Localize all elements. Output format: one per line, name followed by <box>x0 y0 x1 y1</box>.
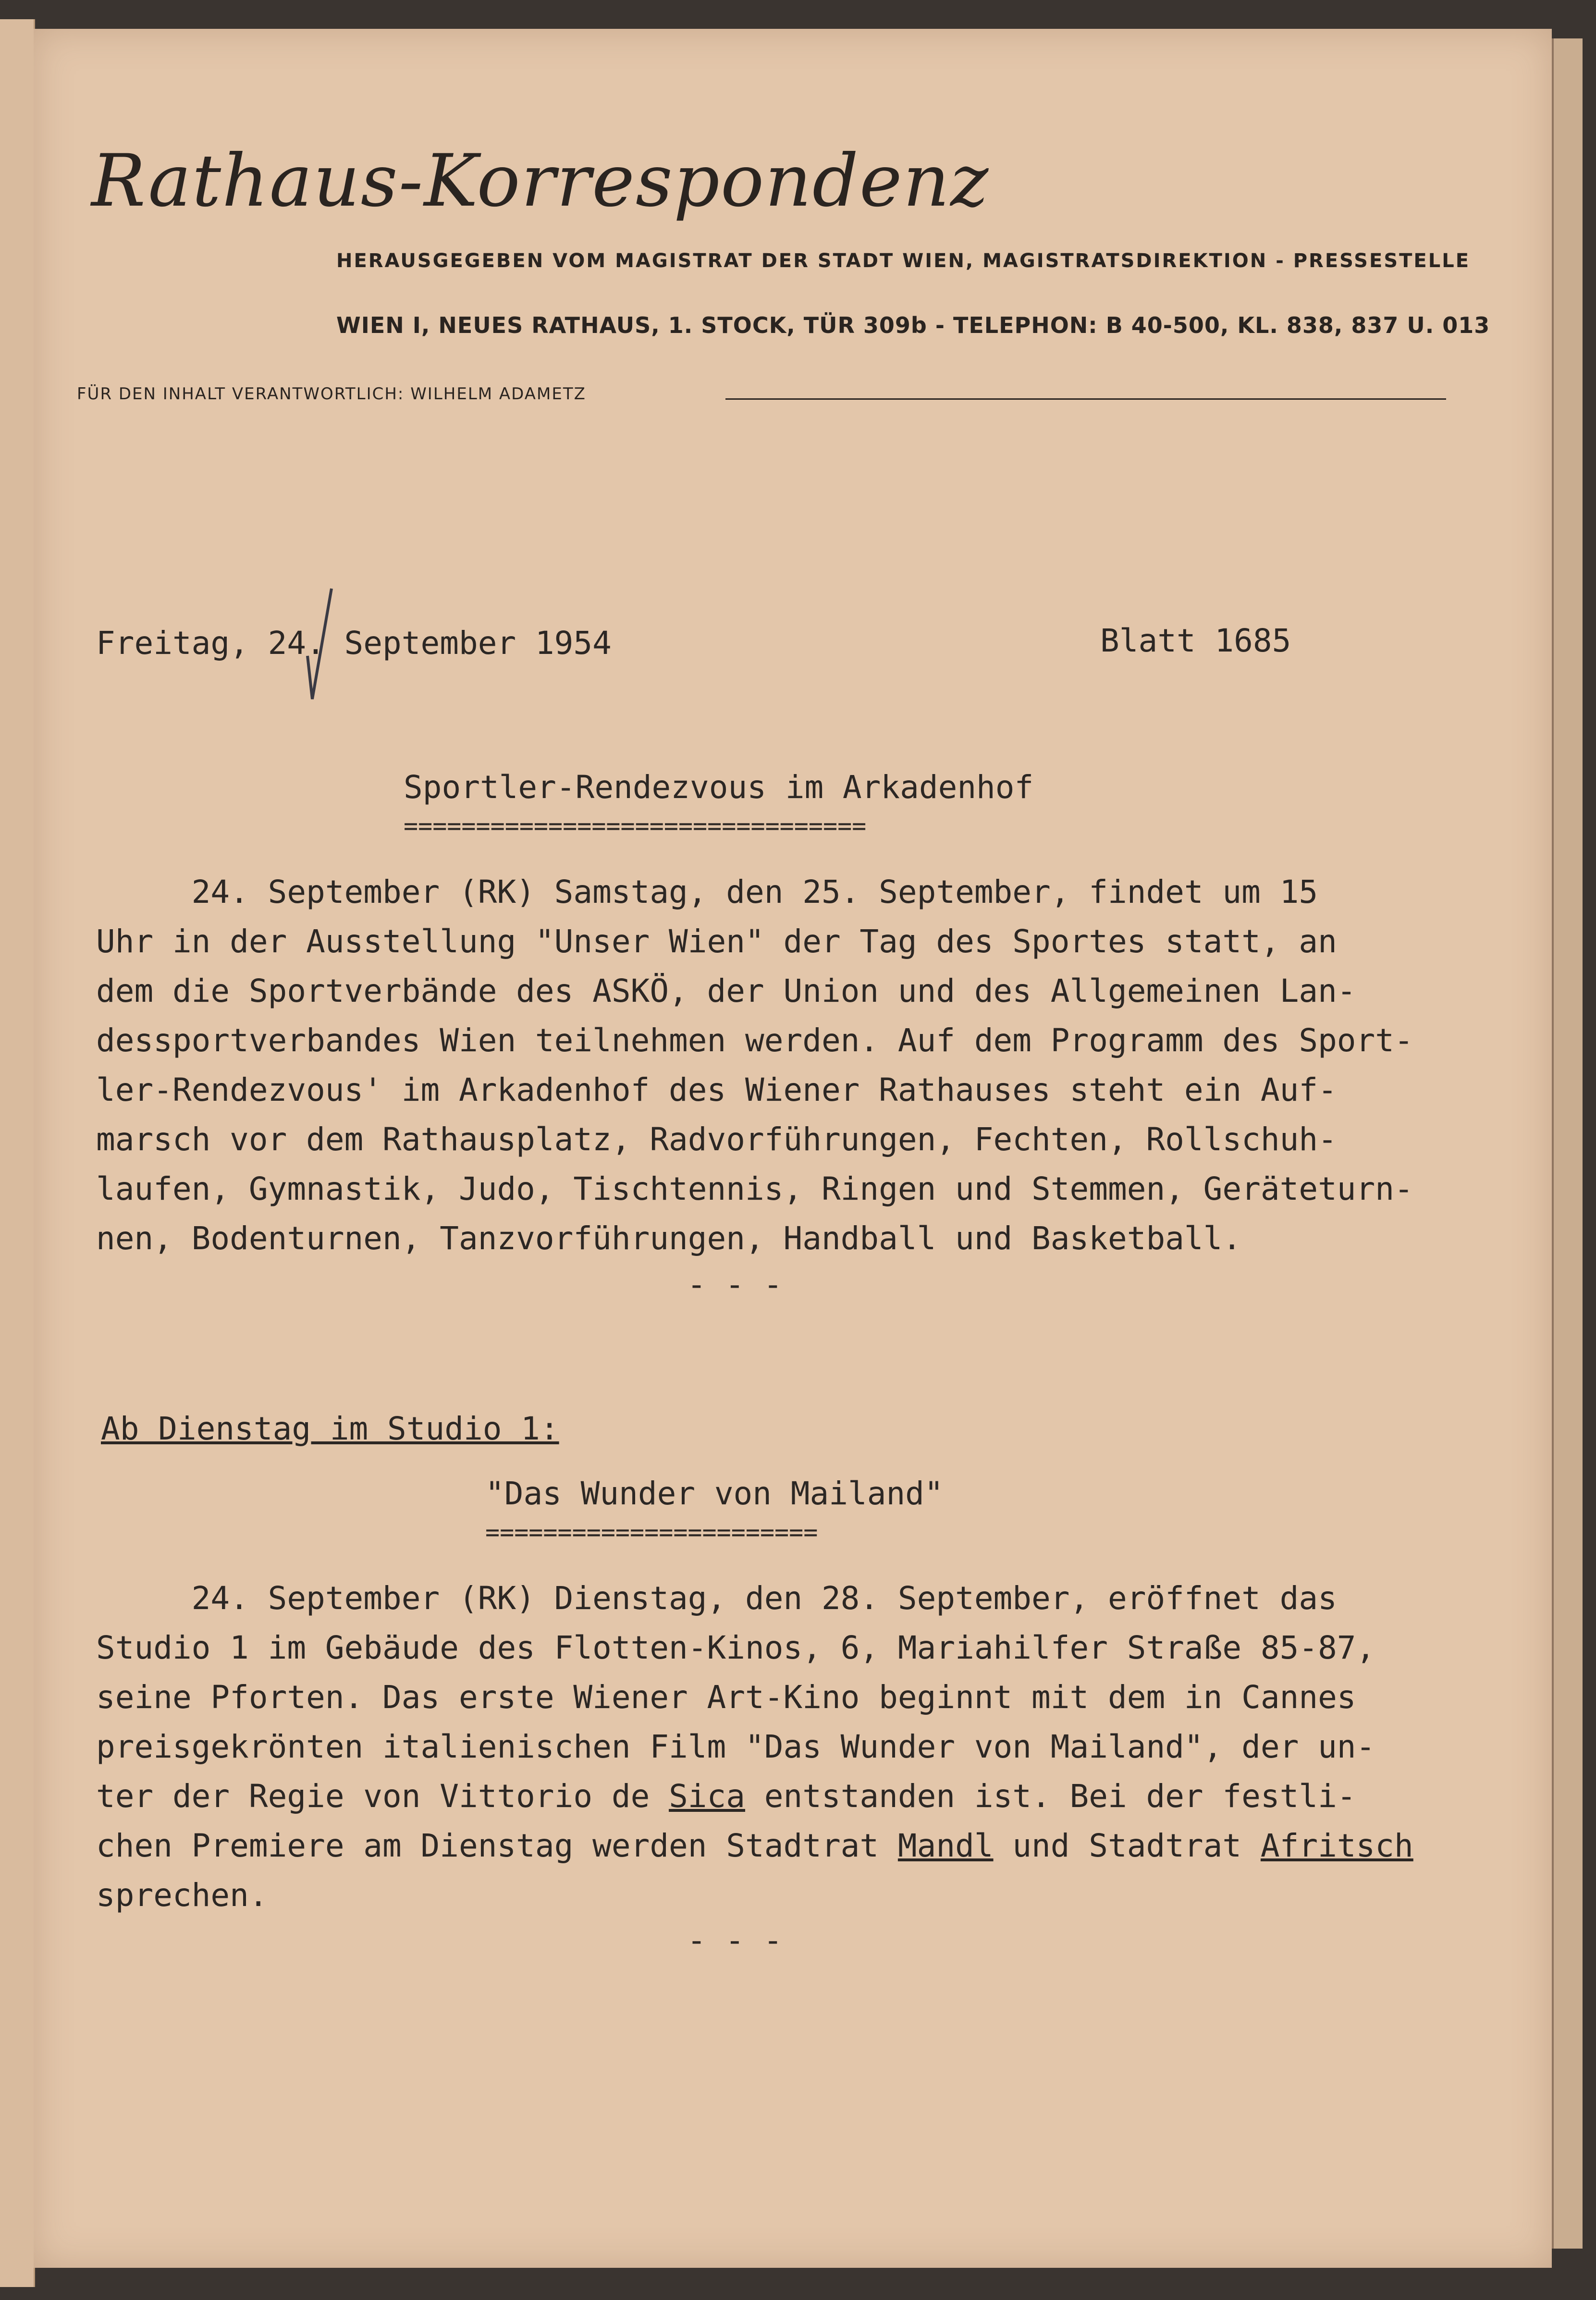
article2-line: sprechen. <box>96 1877 268 1914</box>
sheet-number: Blatt 1685 <box>1100 622 1291 659</box>
article1-title-underline: ================================ <box>404 812 867 840</box>
article1-line: Uhr in der Ausstellung "Unser Wien" der Tag des Sportes statt, an <box>96 923 1337 960</box>
article2-line: und Stadtrat <box>993 1827 1261 1864</box>
page-edge <box>1552 38 1583 2249</box>
masthead-title: Rathaus-Korrespondenz <box>91 139 990 223</box>
article2-line: preisgekrönten italienischen Film "Das Wunder von Mailand", der un- <box>96 1728 1375 1765</box>
name-mandl: Mandl <box>897 1827 994 1864</box>
masthead-publisher: HERAUSGEGEBEN VOM MAGISTRAT DER STADT WIEN, MAGISTRATSDIREKTION - PRESSESTELLE <box>336 250 1471 272</box>
binding-edge <box>0 19 35 2287</box>
article2-kicker: Ab Dienstag im Studio 1: <box>101 1410 559 1447</box>
article1-line: ler-Rendezvous' im Arkadenhof des Wiener Rathauses steht ein Auf- <box>96 1071 1337 1108</box>
article1-title: Sportler-Rendezvous im Arkadenhof <box>404 769 1034 806</box>
article2-line: 24. September (RK) Dienstag, den 28. September, eröffnet das <box>96 1580 1337 1617</box>
article2-title: "Das Wunder von Mailand" <box>485 1475 944 1512</box>
masthead-rule <box>725 398 1446 400</box>
article1-line: dem die Sportverbände des ASKÖ, der Union und des Allgemeinen Lan- <box>96 972 1356 1009</box>
article2-line: chen Premiere am Dienstag werden Stadtrat <box>96 1827 898 1864</box>
name-sica: Sica <box>669 1778 746 1815</box>
name-afritsch: Afritsch <box>1260 1827 1413 1864</box>
article1-line: 24. September (RK) Samstag, den 25. September, findet um 15 <box>96 873 1318 910</box>
article2-separator: - - - <box>687 1922 783 1959</box>
article1-line: marsch vor dem Rathausplatz, Radvorführungen, Fechten, Rollschuh- <box>96 1121 1337 1158</box>
article1-separator: - - - <box>687 1266 783 1303</box>
masthead-responsible: FÜR DEN INHALT VERANTWORTLICH: WILHELM ADAMETZ <box>77 384 586 404</box>
dateline: Freitag, 24. September 1954 <box>96 625 612 662</box>
pencil-tick-mark <box>303 584 336 709</box>
article2-body <box>96 1574 1413 1920</box>
article1-line: laufen, Gymnastik, Judo, Tischtennis, Ringen und Stemmen, Geräteturn- <box>96 1170 1413 1207</box>
article2-line: seine Pforten. Das erste Wiener Art-Kino beginnt mit dem in Cannes <box>96 1679 1356 1716</box>
article2-line: ter der Regie von Vittorio de <box>96 1778 669 1815</box>
article1-line: nen, Bodenturnen, Tanzvorführungen, Handball und Basketball. <box>96 1220 1242 1257</box>
article2-title-underline: ======================= <box>485 1518 818 1546</box>
article1-body <box>96 867 1413 1263</box>
article2-line: entstanden ist. Bei der festli- <box>745 1778 1356 1815</box>
article1-line: dessportverbandes Wien teilnehmen werden. Auf dem Programm des Sport- <box>96 1022 1413 1059</box>
masthead-address: WIEN I, NEUES RATHAUS, 1. STOCK, TÜR 309b - TELEPHON: B 40-500, KL. 838, 837 U. 013 <box>336 312 1490 338</box>
article2-line: Studio 1 im Gebäude des Flotten-Kinos, 6, Mariahilfer Straße 85-87, <box>96 1629 1375 1666</box>
